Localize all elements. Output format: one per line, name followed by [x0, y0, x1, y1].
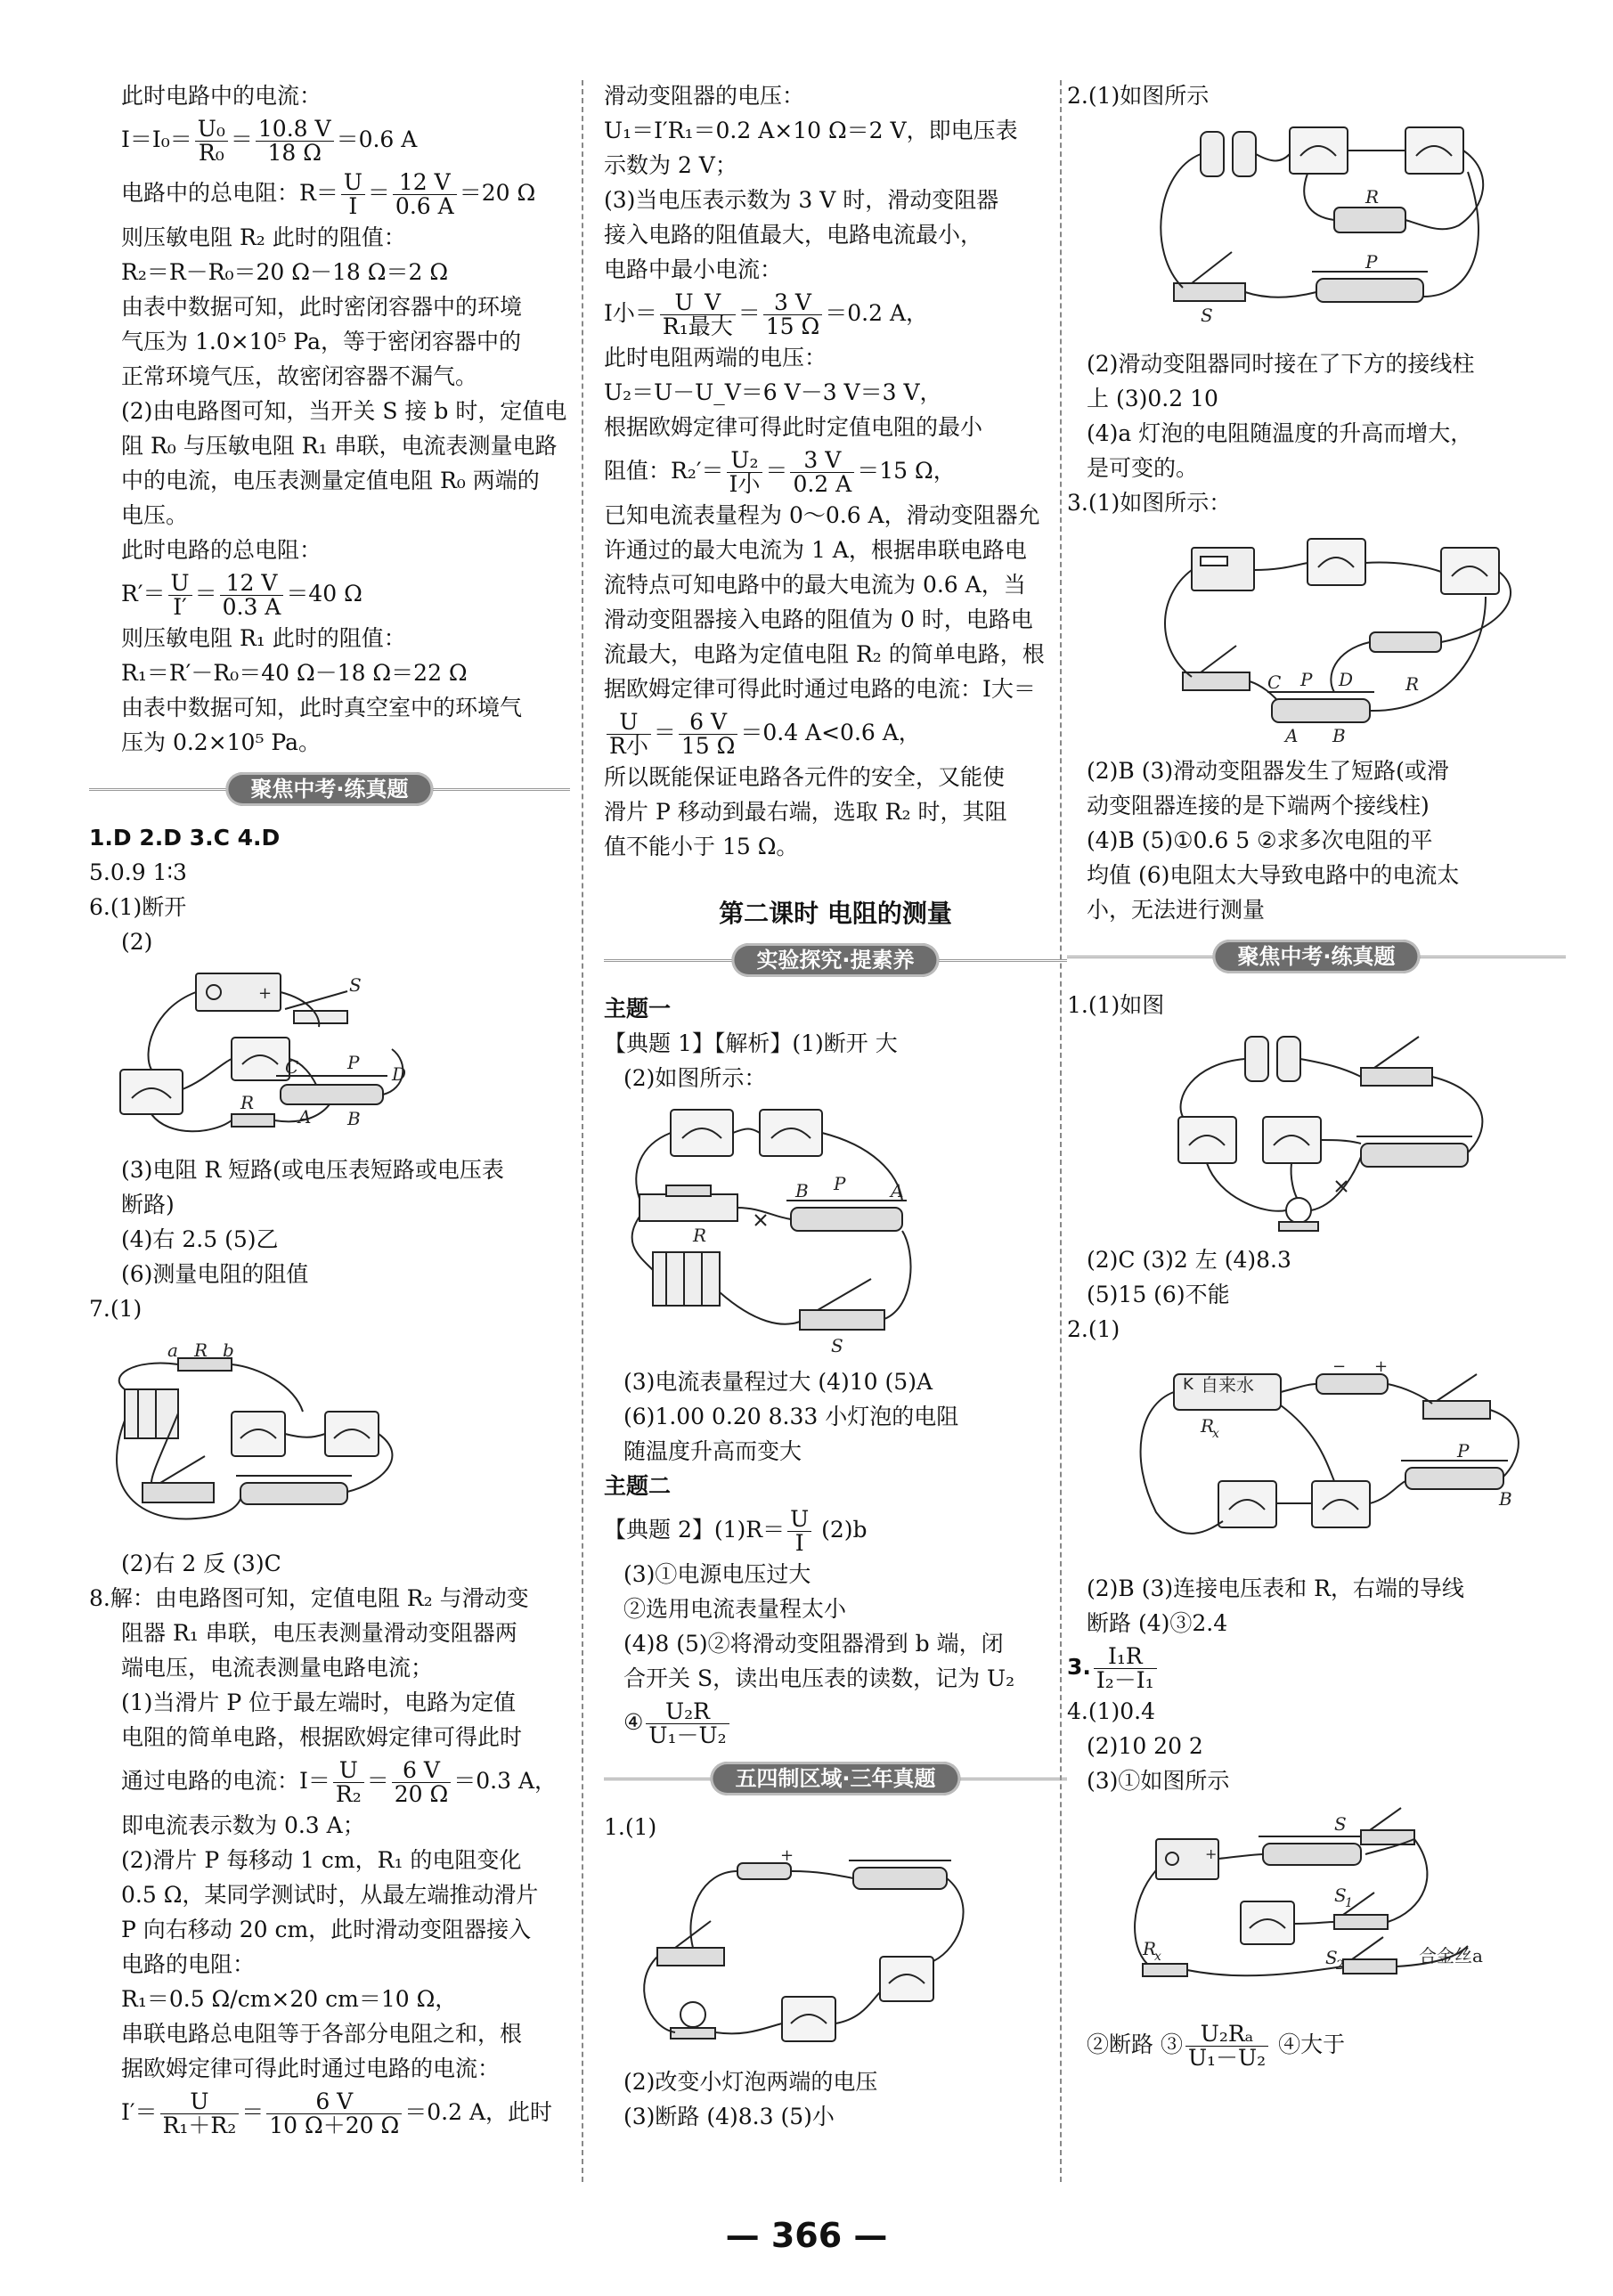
answer-line: (3)电阻 R 短路(或电压表短路或电压表: [121, 1157, 504, 1183]
text-line: 此时电路中的电流：: [121, 83, 322, 109]
circuit-diagram-p1: [1067, 1028, 1548, 1237]
answer-line: 7.(1): [89, 1296, 143, 1322]
text-line: 示数为 2 V；: [604, 152, 737, 178]
text-line: 0.5 Ω，某同学测试时，从最左端推动滑片: [121, 1882, 539, 1908]
text-line: 中的电流，电压表测量定值电阻 R₀ 两端的: [121, 468, 540, 493]
svg-text:+: +: [1374, 1357, 1389, 1376]
answer-line: (6)测量电阻的阻值: [121, 1261, 309, 1287]
column-2: [604, 78, 1067, 2134]
answer-line: 小，无法进行测量: [1087, 897, 1266, 923]
text-line: 已知电流表量程为 0～0.6 A，滑动变阻器允: [604, 502, 1040, 528]
text-line: 许通过的最大电流为 1 A，根据串联电路电: [604, 537, 1027, 563]
text-line: 即电流表示数为 0.3 A；: [121, 1812, 365, 1838]
text-line: 值不能小于 15 Ω。: [604, 834, 799, 859]
answer-line: (6)1.00 0.20 8.33 小灯泡的电阻: [623, 1404, 959, 1429]
svg-text:D: D: [1339, 669, 1354, 690]
circuit-diagram-p2: [1067, 1352, 1548, 1566]
answer-line: 6.(1)断开: [89, 894, 187, 920]
answer-line: (2)滑动变阻器同时接在了下方的接线柱: [1087, 351, 1475, 377]
answer-line: (2)B (3)滑动变阻器发生了短路(或滑: [1087, 758, 1449, 784]
answer-line: 随温度升高而变大: [623, 1438, 802, 1464]
answer-line: ④ $\frac{\text{U₂R}}{\text{U₁－U₂}}$: [604, 1696, 1067, 1749]
text-line: 流特点可知电路中的最大电流为 0.6 A，当: [604, 572, 1026, 598]
svg-text:S: S: [831, 1335, 843, 1356]
text-line: 据欧姆定律可得此时通过电路的电流：I大＝: [604, 676, 1036, 702]
svg-text:R: R: [240, 1092, 255, 1113]
svg-text:B: B: [1499, 1488, 1512, 1510]
text-line: R₁＝R′－R₀＝40 Ω－18 Ω＝22 Ω: [121, 660, 468, 686]
svg-text:C: C: [1267, 672, 1282, 693]
page-number: — 366 —: [725, 2216, 888, 2255]
svg-text:A: A: [1285, 725, 1299, 746]
text-line: P 向右移动 20 cm，此时滑动变阻器接入: [121, 1917, 532, 1942]
answer-line: 5.0.9 1∶3: [89, 859, 187, 885]
answer-line: (2)如图所示：: [623, 1065, 767, 1091]
text-line: 电路中最小电流：: [604, 256, 783, 282]
column-divider-left: [582, 80, 583, 2182]
svg-text:b: b: [223, 1339, 234, 1361]
svg-text:C: C: [285, 1056, 299, 1078]
answer-line: 4.(1)0.4: [1067, 1698, 1156, 1724]
answer-line: 8.解：由电路图可知，定值电阻 R₂ 与滑动变: [89, 1585, 529, 1611]
text-line: 根据欧姆定律可得此时定值电阻的最小: [604, 414, 983, 440]
text-line: 滑片 P 移动到最右端，选取 R₂ 时，其阻: [604, 799, 1007, 825]
lesson-title: 第二课时 电阻的测量: [719, 899, 952, 928]
text-line: 压为 0.2×10⁵ Pa。: [121, 729, 322, 755]
answer-line: 3. $\frac{\text{I₁R}}{\text{I₂－I₁}}$: [1067, 1641, 1566, 1694]
equation: $\frac{U}{\text{R小}}$ ＝ $\frac{6 V}{15 \Omega}$ ＝0.4 A<0.6 A，: [604, 706, 1067, 760]
circuit-diagram-region-q1: [604, 1850, 1049, 2059]
text-line: 正常环境气压，故密闭容器不漏气。: [121, 363, 478, 389]
text-line: 据欧姆定律可得此时通过电路的电流：: [121, 2056, 501, 2081]
svg-text:P: P: [347, 1052, 360, 1073]
text-line: 滑动变阻器接入电路的阻值为 0 时，电路电: [604, 607, 1033, 632]
equation: R′＝ $\frac{U}{I'}$ ＝ $\frac{12 V}{0.3 A}$ ＝40 Ω: [121, 570, 363, 620]
svg-text:2: 2: [1336, 1958, 1344, 1973]
svg-text:A: A: [891, 1180, 904, 1201]
svg-text:S: S: [1201, 305, 1213, 326]
svg-text:+: +: [1205, 1845, 1218, 1862]
equation: I′＝ $\frac{U}{\text{R₁＋R₂}}$ ＝ $\frac{6 V}{10 \Omega+20 \Omega}$ ＝0.2 A，此时: [121, 2088, 553, 2138]
tap-water-label: 自来水: [1201, 1374, 1254, 1396]
answer-line: ②断路 ③ $\frac{\text{U₂Rₐ}}{\text{U₁－U₂}}$ ④大于: [1087, 2021, 1346, 2071]
text-line: 此时电路的总电阻：: [121, 537, 322, 563]
svg-text:S: S: [1325, 1947, 1338, 1968]
answer-line: 2.(1): [1067, 1316, 1120, 1342]
topic-heading: 主题二: [604, 1473, 672, 1499]
circuit-diagram-q3: [1067, 525, 1548, 748]
svg-text:R: R: [1201, 1415, 1215, 1437]
section-banner: 聚焦中考·练真题: [89, 772, 570, 808]
answer-line: (4)右 2.5 (5)乙: [121, 1226, 279, 1252]
svg-text:−: −: [1332, 1357, 1347, 1376]
answer-line: 2.(1)如图所示: [1067, 83, 1210, 109]
text-line: (3)当电压表示数为 3 V 时，滑动变阻器: [604, 187, 999, 213]
answer-line: 1.D 2.D 3.C 4.D: [89, 825, 281, 851]
svg-text:1: 1: [1345, 1896, 1353, 1910]
svg-text:P: P: [1300, 669, 1313, 690]
answer-line: 断路): [121, 1192, 175, 1217]
text-line: 接入电路的阻值最大，电路电流最小，: [604, 222, 983, 248]
circuit-diagram-q6: [89, 965, 517, 1147]
answer-line: ②选用电流表量程太小: [623, 1596, 847, 1622]
text-line: 气压为 1.0×10⁵ Pa，等于密闭容器中的: [121, 329, 522, 354]
svg-text:x: x: [1154, 1950, 1161, 1964]
answer-line: 1.(1): [604, 1814, 657, 1840]
svg-text:R: R: [194, 1339, 208, 1361]
answer-line: 合开关 S，读出电压表的读数，记为 U₂: [623, 1665, 1015, 1691]
equation: 阻值：R₂′＝ $\frac{\text{U₂}}{\text{I小}}$ ＝ $\frac{3 V}{0.2 A}$ ＝15 Ω，: [604, 447, 956, 497]
answer-line: (2)B (3)连接电压表和 R，右端的导线: [1087, 1575, 1464, 1601]
svg-text:R: R: [1365, 186, 1380, 208]
text-line: 电压。: [121, 502, 189, 528]
text-line: 则压敏电阻 R₁ 此时的阻值：: [121, 625, 406, 651]
answer-line: (2)改变小灯泡两端的电压: [623, 2069, 878, 2095]
text-line: 则压敏电阻 R₂ 此时的阻值：: [121, 224, 406, 250]
text-line: 串联电路总电阻等于各部分电阻之和，根: [121, 2021, 523, 2047]
answer-line: (3)断路 (4)8.3 (5)小: [623, 2104, 835, 2129]
topic-heading: 主题一: [604, 996, 672, 1022]
equation: I小＝ $\frac{U\_V}{\text{R₁最大}}$ ＝ $\frac{3 V}{15 \Omega}$ ＝0.2 A，: [604, 289, 929, 339]
svg-text:S: S: [1334, 1813, 1347, 1835]
circuit-diagram-example1: [604, 1101, 1049, 1359]
text-line: 电阻的简单电路，根据欧姆定律可得此时: [121, 1724, 523, 1750]
text-line: 端电压，电流表测量电路电流；: [121, 1655, 434, 1681]
column-3: [1067, 78, 1566, 2072]
section-banner: 实验探究·提素养: [604, 943, 1067, 979]
text-line: 所以既能保证电路各元件的安全，又能使: [604, 764, 1006, 790]
section-banner: 聚焦中考·练真题: [1067, 940, 1566, 975]
text-line: U₁＝I′R₁＝0.2 A×10 Ω＝2 V，即电压表: [604, 118, 1018, 143]
answer-line: (2): [121, 929, 153, 955]
svg-text:D: D: [392, 1063, 407, 1085]
svg-text:K: K: [1183, 1375, 1193, 1394]
text-line: (2)由电路图可知，当开关 S 接 b 时，定值电: [121, 398, 567, 424]
answer-line: (4)a 灯泡的电阻随温度的升高而增大，: [1087, 420, 1473, 446]
text-line: 电路的电阻：: [121, 1951, 256, 1977]
text-line: 由表中数据可知，此时密闭容器中的环境: [121, 294, 523, 320]
svg-text:A: A: [298, 1106, 312, 1128]
svg-text:R: R: [1405, 673, 1420, 695]
answer-line: (3)①电源电压过大: [623, 1561, 811, 1587]
svg-text:S: S: [1334, 1885, 1347, 1906]
alloy-wire-label: 合金丝a: [1419, 1945, 1483, 1966]
circuit-diagram-p4: [1067, 1803, 1548, 2013]
answer-line: 是可变的。: [1087, 455, 1199, 481]
answer-line: 上 (3)0.2 10: [1087, 386, 1218, 411]
answer-line: 1.(1)如图: [1067, 992, 1165, 1018]
svg-text:R: R: [693, 1225, 707, 1246]
svg-text:B: B: [795, 1180, 809, 1201]
answer-line: 均值 (6)电阻太大导致电路中的电流太: [1087, 862, 1460, 888]
answer-line: (3)①如图所示: [1087, 1768, 1230, 1794]
answer-line: (4)8 (5)②将滑动变阻器滑到 b 端，闭: [623, 1631, 1004, 1657]
column-1: [89, 78, 570, 2139]
answer-line: (3)电流表量程过大 (4)10 (5)A: [623, 1369, 933, 1395]
text-line: R₁＝0.5 Ω/cm×20 cm＝10 Ω，: [121, 1986, 458, 2012]
svg-text:P: P: [1457, 1440, 1470, 1461]
svg-text:P: P: [1365, 251, 1378, 273]
svg-text:+: +: [780, 1850, 794, 1865]
circuit-diagram-q7: [89, 1331, 534, 1541]
answer-line: (2)右 2 反 (3)C: [121, 1551, 281, 1576]
text-line: 阻器 R₁ 串联，电压表测量滑动变阻器两: [121, 1620, 517, 1646]
equation: I＝I₀＝ $\frac{\text{U₀}}{\text{R₀}}$ ＝ $\frac{10.8 V}{18 \Omega}$ ＝0.6 A: [121, 116, 418, 166]
text-line: 阻 R₀ 与压敏电阻 R₁ 串联，电流表测量电路: [121, 433, 558, 459]
section-banner: 五四制区域·三年真题: [604, 1762, 1067, 1797]
equation: 电路中的总电阻：R＝ $\frac{U}{I}$ ＝ $\frac{12 V}{0.6 A}$ ＝20 Ω: [121, 169, 536, 219]
answer-line: 断路 (4)③2.4: [1087, 1610, 1228, 1636]
svg-text:x: x: [1212, 1427, 1219, 1441]
svg-text:P: P: [834, 1173, 846, 1194]
svg-text:B: B: [347, 1108, 361, 1129]
circuit-diagram-q2: [1067, 118, 1548, 341]
svg-text:S: S: [349, 974, 362, 996]
text-line: 流最大，电路为定值电阻 R₂ 的简单电路，根: [604, 641, 1045, 667]
text-line: 此时电阻两端的电压：: [604, 345, 827, 370]
answer-line: 动变阻器连接的是下端两个接线柱): [1087, 793, 1430, 818]
text-line: (2)滑片 P 每移动 1 cm，R₁ 的电阻变化: [121, 1847, 522, 1873]
answer-line: 【典题 2】(1)R＝ $\frac{U}{I}$ (2)b: [604, 1506, 868, 1556]
svg-text:R: R: [1143, 1938, 1157, 1959]
svg-text:B: B: [1332, 725, 1346, 746]
text-line: 由表中数据可知，此时真空室中的环境气: [121, 695, 523, 721]
answer-line: (5)15 (6)不能: [1087, 1282, 1230, 1307]
svg-text:a: a: [167, 1339, 178, 1361]
text-line: U₂＝U－U_V＝6 V－3 V＝3 V，: [604, 379, 942, 405]
equation: 通过电路的电流：I＝ $\frac{U}{\text{R₂}}$ ＝ $\frac{6 V}{20 \Omega}$ ＝0.3 A，: [121, 1757, 558, 1807]
svg-text:+: +: [258, 984, 273, 1003]
text-line: R₂＝R－R₀＝20 Ω－18 Ω＝2 Ω: [121, 259, 449, 285]
answer-line: (4)B (5)①0.6 5 ②求多次电阻的平: [1087, 827, 1433, 853]
answer-line: 【典题 1】【解析】(1)断开 大: [604, 1030, 898, 1056]
answer-line: (2)10 20 2: [1087, 1733, 1203, 1759]
text-line: 滑动变阻器的电压：: [604, 83, 805, 109]
text-line: (1)当滑片 P 位于最左端时，电路为定值: [121, 1689, 517, 1715]
answer-line: (2)C (3)2 左 (4)8.3: [1087, 1247, 1291, 1273]
answer-line: 3.(1)如图所示：: [1067, 490, 1232, 516]
